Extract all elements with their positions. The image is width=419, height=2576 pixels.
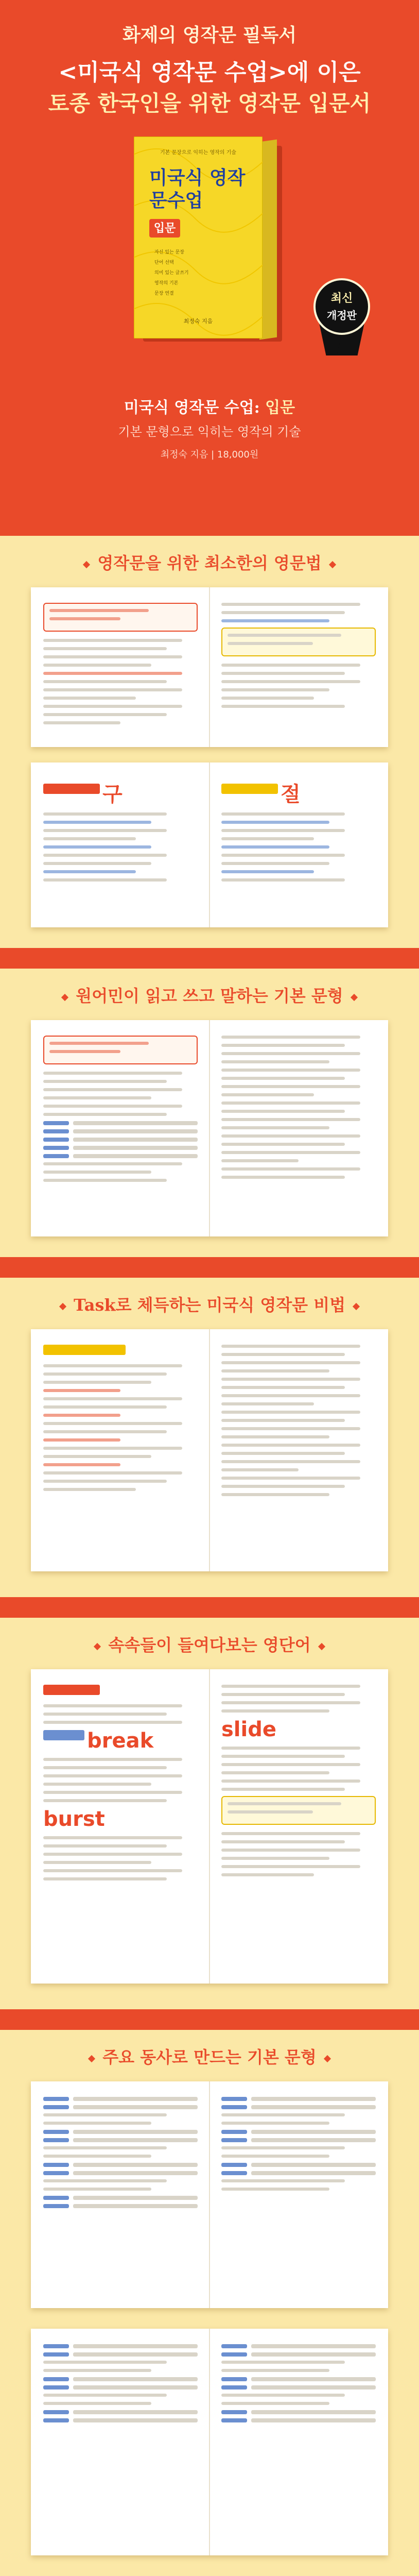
- book-list-item: 의미 있는 글쓰기: [154, 270, 189, 276]
- revised-edition-badge: [311, 278, 373, 355]
- book-badge: 입문: [149, 219, 180, 238]
- page-spread: [31, 1329, 388, 1571]
- page-spread: [31, 1669, 388, 1984]
- hero: [0, 0, 419, 536]
- big-letter: 절: [281, 783, 301, 806]
- book-cover: [134, 137, 263, 338]
- product-subtitle: 기본 문형으로 익히는 영작의 기술: [118, 425, 301, 439]
- big-word: burst: [43, 1807, 105, 1831]
- section-title: 속속들이 들여다보는 영단어: [0, 1632, 419, 1656]
- diamond-icon: [329, 561, 336, 568]
- diamond-icon: [353, 1302, 360, 1310]
- book-list-item: 문장 연결: [154, 291, 174, 296]
- diamond-icon: [324, 2055, 331, 2062]
- section-title: 원어민이 읽고 쓰고 말하는 기본 문형: [0, 983, 419, 1007]
- page-spread: [31, 2329, 388, 2555]
- section-title: 주요 동사로 만드는 기본 문형: [0, 2044, 419, 2068]
- product-meta: 최정숙 지음 | 18,000원: [160, 449, 259, 460]
- book-tagline: 기본 문장으로 익히는 영작의 기술: [160, 150, 236, 156]
- book-list-item: 영작의 기본: [154, 281, 179, 286]
- section-grammar: [0, 536, 419, 948]
- product-title-main: 미국식 영작문 수업:: [124, 399, 266, 417]
- book-list-item: 자신 있는 문장: [154, 250, 184, 255]
- page-spread: [31, 2081, 388, 2308]
- diamond-icon: [318, 1642, 325, 1650]
- product-title-accent: 입문: [265, 399, 295, 417]
- section-task: [0, 1278, 419, 1597]
- diamond-icon: [351, 993, 358, 1001]
- headline-3: 토종 한국인을 위한 영작문 입문서: [48, 91, 371, 116]
- headline-1: 화제의 영작문 필독서: [122, 24, 297, 46]
- diamond-icon: [88, 2055, 95, 2062]
- book-cover-list: [154, 247, 242, 299]
- section-vocabulary: [0, 1618, 419, 2009]
- section-verbs: [0, 2030, 419, 2576]
- diamond-icon: [59, 1302, 66, 1310]
- headline-2: <미국식 영작문 수업>에 이은: [58, 59, 361, 86]
- book-title: 미국식 영작문수업: [149, 167, 246, 211]
- page-spread: [31, 762, 388, 927]
- big-word: slide: [221, 1718, 276, 1741]
- section-title: Task로 체득하는 미국식 영작문 비법: [0, 1292, 419, 1316]
- badge-line-1: 최신: [330, 292, 353, 305]
- book-cover-image: [134, 137, 288, 343]
- section-basic-patterns: [0, 969, 419, 1257]
- diamond-icon: [94, 1642, 101, 1650]
- product-title: [0, 395, 419, 417]
- page-spread: [31, 587, 388, 747]
- section-title: 영작문을 위한 최소한의 영문법: [0, 550, 419, 574]
- big-letter: 구: [102, 783, 123, 806]
- badge-line-2: 개정판: [327, 309, 357, 321]
- book-author: 최정숙 지음: [183, 318, 213, 325]
- big-word: break: [87, 1729, 154, 1753]
- diamond-icon: [83, 561, 90, 568]
- book-list-item: 단어 선택: [154, 260, 174, 265]
- page-spread: [31, 1020, 388, 1236]
- diamond-icon: [61, 993, 68, 1001]
